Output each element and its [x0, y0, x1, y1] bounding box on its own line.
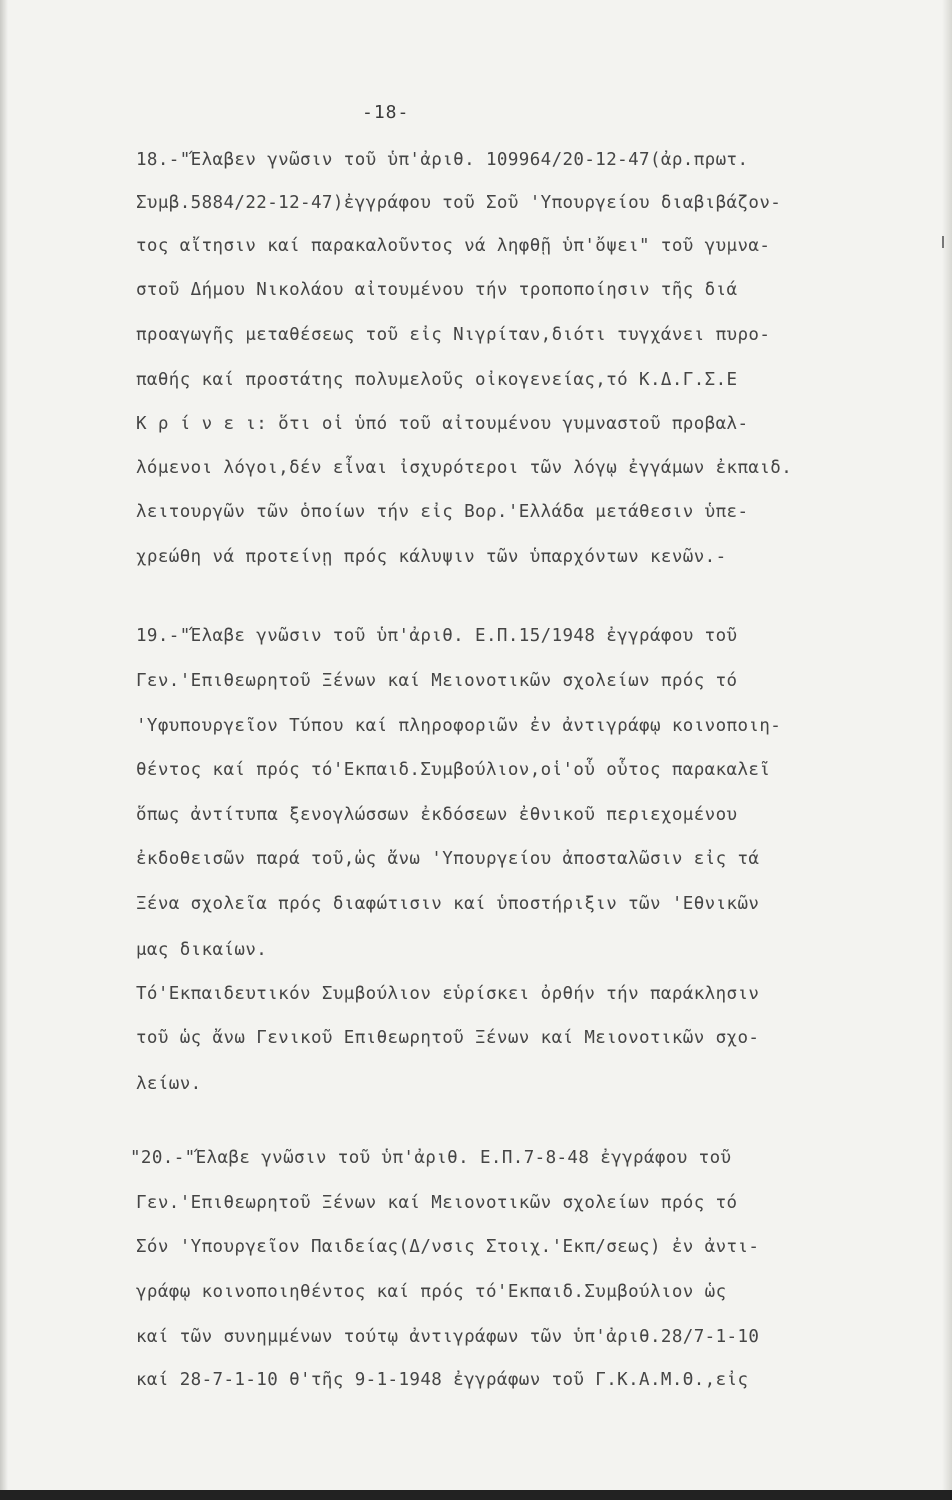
text-line: παθής καί προστάτης πολυμελοῦς οἰκογενείας,τό Κ.Δ.Γ.Σ.Ε	[136, 370, 738, 390]
text-line: 19.-"Έλαβε γνῶσιν τοῦ ὑπ'ἀριθ. Ε.Π.15/1948 ἐγγράφου τοῦ	[136, 626, 738, 646]
text-line: μας δικαίων.	[136, 940, 268, 960]
page-number: -18-	[362, 102, 410, 123]
text-line: Γεν.'Επιθεωρητοῦ Ξένων καί Μειονοτικῶν σχολείων πρός τό	[136, 1193, 738, 1213]
text-line: στοῦ Δήμου Νικολάου αἰτουμένου τήν τροποποίησιν τῆς διά	[136, 280, 738, 300]
text-line: Τό'Εκπαιδευτικόν Συμβούλιον εὑρίσκει ὀρθήν τήν παράκλησιν	[136, 984, 760, 1004]
text-line: "20.-"Έλαβε γνῶσιν τοῦ ὑπ'ἀριθ. Ε.Π.7-8-48 ἐγγράφου τοῦ	[130, 1148, 732, 1168]
text-line: τος αἴτησιν καί παρακαλοῦντος νά ληφθῇ ὑπ'ὄψει" τοῦ γυμνα-	[136, 236, 771, 256]
text-line: γράφῳ κοινοποιηθέντος καί πρός τό'Εκπαιδ.Συμβούλιον ὡς	[136, 1282, 727, 1302]
text-line: ἐκδοθεισῶν παρά τοῦ,ὡς ἄνω 'Υπουργείου ἀποσταλῶσιν εἰς τά	[136, 849, 760, 869]
text-line: ὅπως ἀντίτυπα ξενογλώσσων ἐκδόσεων ἐθνικοῦ περιεχομένου	[136, 805, 738, 825]
text-line: Ξένα σχολεῖα πρός διαφώτισιν καί ὑποστήριξιν τῶν 'Εθνικῶν	[136, 894, 760, 914]
text-line: καί 28-7-1-10 θ'τῆς 9-1-1948 ἐγγράφων τοῦ Γ.Κ.Α.Μ.Θ.,εἰς	[136, 1370, 749, 1390]
text-line: λειτουργῶν τῶν ὁποίων τήν εἰς Βορ.'Ελλάδα μετάθεσιν ὑπε-	[136, 502, 749, 522]
text-line: θέντος καί πρός τό'Εκπαιδ.Συμβούλιον,οἱ'οὗ οὗτος παρακαλεῖ	[136, 760, 771, 780]
text-line: Κ ρ ί ν ε ι: ὅτι οἱ ὑπό τοῦ αἰτουμένου γυμναστοῦ προβαλ-	[136, 414, 749, 434]
text-line: Συμβ.5884/22-12-47)ἐγγράφου τοῦ Σοῦ 'Υπουργείου διαβιβάζον-	[136, 193, 782, 213]
text-line: προαγωγῆς μεταθέσεως τοῦ εἰς Νιγρίταν,διότι τυγχάνει πυρο-	[136, 325, 771, 345]
text-line: τοῦ ὡς ἄνω Γενικοῦ Επιθεωρητοῦ Ξένων καί Μειονοτικῶν σχο-	[136, 1028, 760, 1048]
margin-mark	[942, 236, 944, 248]
text-line: καί τῶν συνημμένων τούτῳ ἀντιγράφων τῶν ὑπ'ἀριθ.28/7-1-10	[136, 1327, 760, 1347]
text-line: χρεώθη νά προτείνῃ πρός κάλυψιν τῶν ὑπαρχόντων κενῶν.-	[136, 547, 727, 567]
scan-left-edge	[0, 0, 8, 1500]
scan-right-edge	[942, 0, 952, 1500]
text-line: λόμενοι λόγοι,δέν εἶναι ἰσχυρότεροι τῶν λόγῳ ἐγγάμων ἐκπαιδ.	[136, 458, 793, 478]
text-line: 18.-"Έλαβεν γνῶσιν τοῦ ὑπ'ἀριθ. 109964/20-12-47(ἀρ.πρωτ.	[136, 150, 749, 170]
text-line: Γεν.'Επιθεωρητοῦ Ξένων καί Μειονοτικῶν σχολείων πρός τό	[136, 671, 738, 691]
text-line: λείων.	[136, 1074, 202, 1094]
scan-bottom-edge	[0, 1490, 952, 1500]
text-line: Σόν 'Υπουργεῖον Παιδείας(Δ/νσις Στοιχ.'Εκπ/σεως) ἐν ἀντι-	[136, 1237, 760, 1257]
text-line: 'Υφυπουργεῖον Τύπου καί πληροφοριῶν ἐν ἀντιγράφῳ κοινοποιη-	[136, 716, 782, 736]
